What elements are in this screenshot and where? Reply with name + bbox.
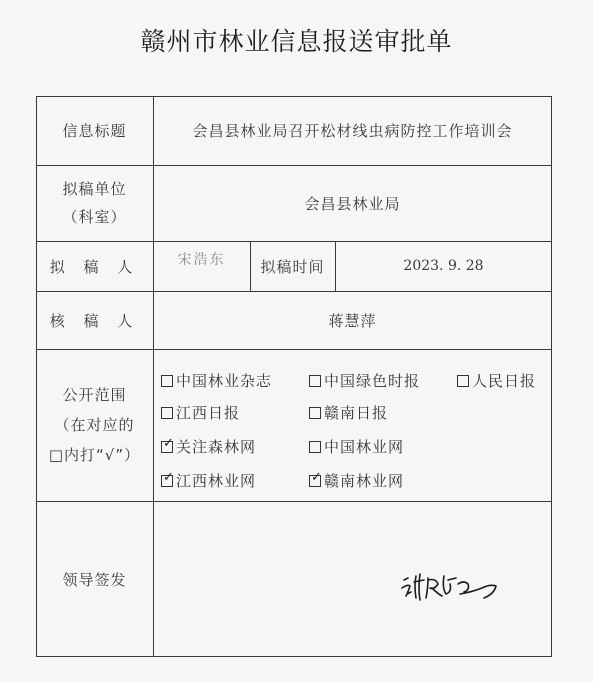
option-label: 赣南日报 [324, 404, 389, 422]
check-mark-icon: ✓ [163, 435, 174, 451]
option-label: 江西林业网 [176, 472, 257, 490]
draft-unit-label [36, 165, 153, 241]
checkbox-china-green-times[interactable] [309, 375, 321, 387]
checkbox-gannan-forestry-net[interactable] [309, 469, 322, 487]
signature [398, 566, 508, 606]
option-peoples-daily[interactable] [457, 370, 536, 391]
check-mark-icon: ✓ [163, 469, 174, 485]
publish-scope-label-line1: 公开范围 [62, 386, 127, 404]
option-gannan-daily[interactable] [309, 402, 388, 423]
checkbox-focus-forest-net[interactable] [161, 435, 174, 453]
checkbox-china-forestry-magazine[interactable] [161, 375, 173, 387]
checkbox-jiangxi-forestry-net[interactable] [161, 469, 174, 487]
option-label: 赣南林业网 [324, 472, 405, 490]
draft-unit-label-line1: 拟稿单位 [62, 180, 127, 198]
drafter-value: 宋浩东 [177, 252, 226, 268]
option-jiangxi-daily[interactable] [161, 402, 240, 423]
draft-time-label: 拟稿时间 [260, 257, 325, 276]
option-label: 江西日报 [176, 404, 241, 422]
option-label: 中国林业网 [324, 438, 405, 456]
checkbox-china-forestry-net[interactable] [309, 441, 321, 453]
draft-unit-label-line2: （科室） [62, 208, 127, 226]
drafter-label: 拟 稿 人 [49, 257, 140, 276]
option-label: 中国绿色时报 [324, 372, 421, 390]
reviewer-value: 蒋慧萍 [328, 311, 377, 330]
checkbox-jiangxi-daily[interactable] [161, 407, 173, 419]
signoff-label: 领导签发 [62, 570, 127, 589]
option-gannan-forestry-net[interactable] [309, 470, 404, 491]
draft-unit-value: 会昌县林业局 [304, 194, 401, 213]
publish-scope-label-line3: □内打“√”） [48, 446, 141, 464]
checkbox-peoples-daily[interactable] [457, 375, 469, 387]
option-label: 关注森林网 [176, 438, 257, 456]
reviewer-label: 核 稿 人 [49, 311, 140, 330]
checkbox-gannan-daily[interactable] [309, 407, 321, 419]
option-focus-forest-net[interactable] [161, 436, 256, 457]
document-title: 赣州市林业信息报送审批单 [140, 27, 453, 56]
option-label: 中国林业杂志 [176, 372, 273, 390]
info-title-label: 信息标题 [62, 122, 127, 140]
option-jiangxi-forestry-net[interactable] [161, 470, 256, 491]
draft-time-value: 2023. 9. 28 [403, 258, 484, 274]
publish-scope-label [36, 349, 153, 501]
publish-scope-label-line2: （在对应的 [54, 416, 135, 434]
option-china-forestry-net[interactable] [309, 436, 404, 457]
option-china-forestry-magazine[interactable] [161, 370, 272, 391]
option-label: 人民日报 [472, 372, 537, 390]
info-title-value: 会昌县林业局召开松材线虫病防控工作培训会 [192, 122, 513, 140]
check-mark-icon: ✓ [311, 469, 322, 485]
option-china-green-times[interactable] [309, 370, 420, 391]
handwritten-signature [398, 566, 508, 606]
approval-form [36, 96, 552, 657]
